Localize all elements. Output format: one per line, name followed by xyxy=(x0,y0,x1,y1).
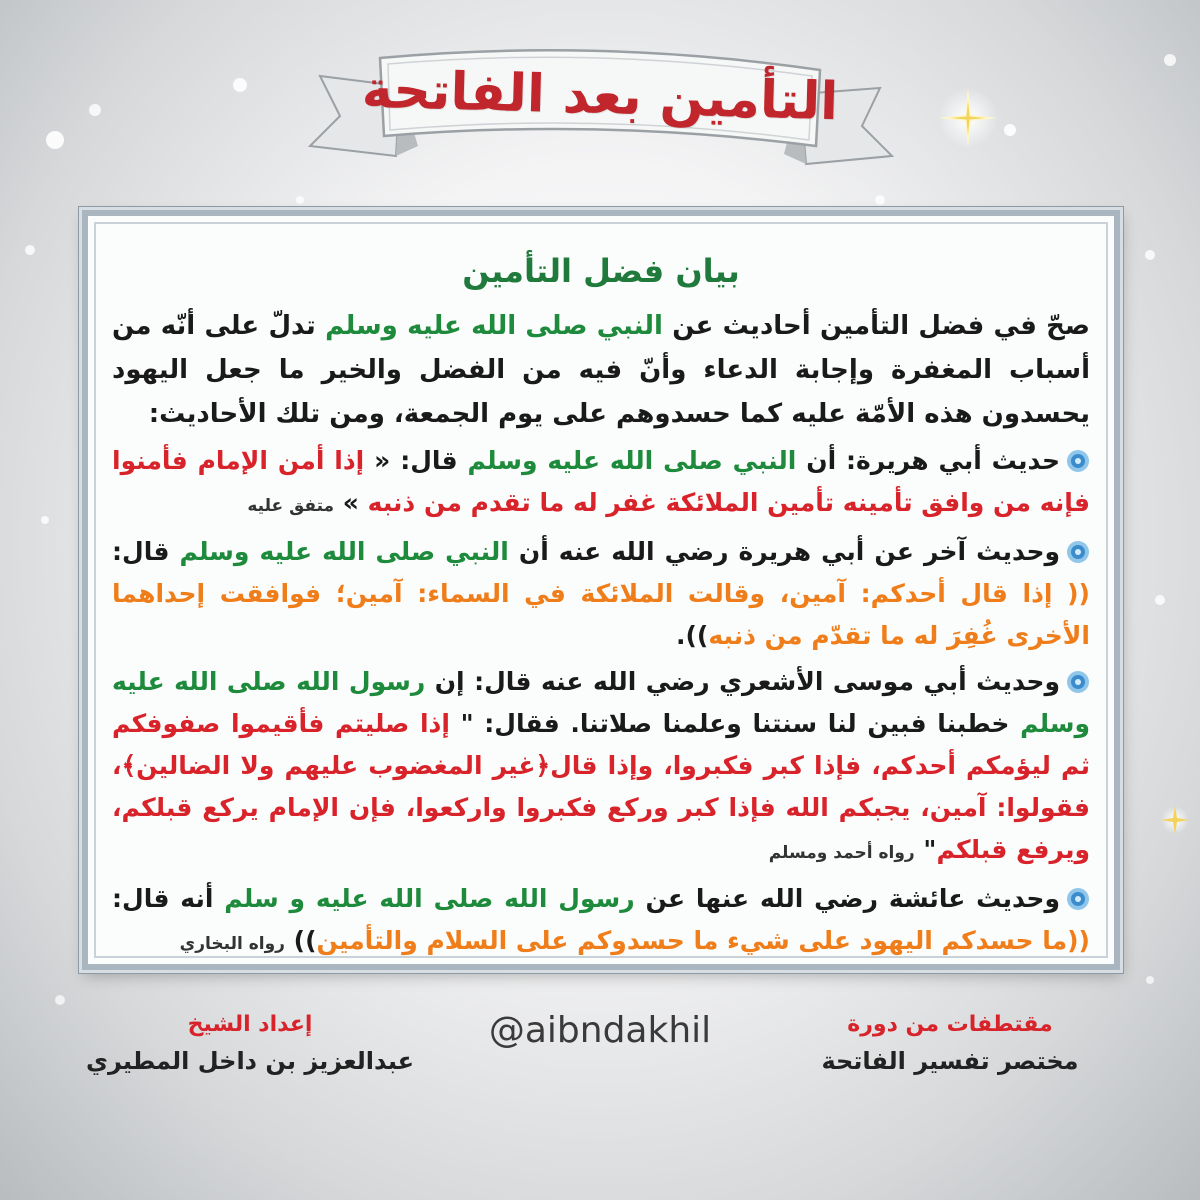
hadith4-source: رواه البخاري xyxy=(179,934,285,954)
hadith3-close: " xyxy=(914,835,937,864)
hadith1-prophet-name: النبي صلى الله عليه وسلم xyxy=(467,446,797,475)
flower-bullet-icon xyxy=(1066,887,1090,911)
hadith2-prophet-name: النبي صلى الله عليه وسلم xyxy=(179,537,509,566)
hadith2-close: )). xyxy=(676,621,709,650)
section-heading: بيان فضل التأمين xyxy=(462,252,740,290)
hadith3-intro: وحديث أبي موسى الأشعري رضي الله عنه قال: إن xyxy=(425,667,1060,696)
prepared-by-label: إعداد الشيخ xyxy=(187,1012,313,1037)
card-content xyxy=(112,252,1090,965)
hadith-item-3 xyxy=(112,661,1090,874)
hadith1-intro: حديث أبي هريرة: أن xyxy=(796,446,1060,475)
hadith1-text: إذا أمن الإمام فأمنوا فإنه من وافق تأمينه تأمين الملائكة غفر له ما تقدم من ذنبه xyxy=(112,446,1090,517)
author-name: عبدالعزيز بن داخل المطيري xyxy=(85,1047,415,1075)
hadith2-intro: وحديث آخر عن أبي هريرة رضي الله عنه أن xyxy=(508,537,1060,566)
hadith4-close: )) xyxy=(284,926,317,955)
hadith3-prophet-name: رسول الله صلى الله عليه وسلم xyxy=(112,667,1090,738)
hadith4-said: أنه قال: xyxy=(112,884,225,913)
intro-prophet-name: النبي صلى الله عليه وسلم xyxy=(325,311,663,341)
hadith1-close: » xyxy=(334,488,368,517)
flower-bullet-icon xyxy=(1066,670,1090,694)
hadith2-said: قال: xyxy=(112,537,180,566)
hadith4-text: ((ما حسدكم اليهود على شيء ما حسدوكم على السلام والتأمين xyxy=(316,926,1090,955)
hadith4-prophet-name: رسول الله صلى الله عليه و سلم xyxy=(224,884,635,913)
course-label: مقتطفات من دورة xyxy=(847,1012,1053,1037)
flower-bullet-icon xyxy=(1066,449,1090,473)
intro-text-1: صحّ في فضل التأمين أحاديث عن xyxy=(662,311,1090,341)
hadith3-said: خطبنا فبين لنا سنتنا وعلمنا صلاتنا. فقال: " xyxy=(449,709,1021,738)
social-handle[interactable]: @aibndakhil xyxy=(488,1010,712,1051)
intro-paragraph xyxy=(112,304,1090,436)
course-name: مختصر تفسير الفاتحة xyxy=(821,1047,1079,1075)
title-banner xyxy=(300,28,900,178)
hadith4-intro: وحديث عائشة رضي الله عنها عن xyxy=(634,884,1060,913)
hadith3-text: إذا صليتم فأقيموا صفوفكم ثم ليؤمكم أحدكم، فإذا كبر فكبروا، وإذا قال﴿غير المغضوب عليهم ولا الضالين﴾، فقولوا: آمين، يجبكم الله فإذا كبر وركع فكبروا واركعوا، فإن الإمام يركع قبلكم، ويرفع قبلكم xyxy=(112,709,1090,864)
hadith2-text: (( إذا قال أحدكم: آمين، وقالت الملائكة في السماء: آمين؛ فوافقت إحداهما الأخرى غُفِرَ له ما تقدّم من ذنبه xyxy=(112,579,1090,650)
hadith3-source: رواه أحمد ومسلم xyxy=(768,843,915,863)
banner-title: التأمين بعد الفاتحة xyxy=(361,59,839,133)
flower-bullet-icon xyxy=(1066,540,1090,564)
hadith1-source: متفق عليه xyxy=(247,496,335,516)
footer-author xyxy=(80,1012,420,1075)
hadith1-said: قال: « xyxy=(364,446,468,475)
content-card xyxy=(82,210,1120,970)
hadith-item-1 xyxy=(112,440,1090,527)
hadith-item-2 xyxy=(112,531,1090,657)
footer-course xyxy=(800,1012,1100,1075)
intro-text-2: تدلّ على أنّه من أسباب المغفرة وإجابة الدعاء وأنّ فيه من الفضل والخير ما جعل اليهود يحسدون هذه الأمّة عليه كما حسدوهم على يوم الجمعة، ومن تلك الأحاديث: xyxy=(112,311,1090,429)
hadith-item-4 xyxy=(112,878,1090,965)
